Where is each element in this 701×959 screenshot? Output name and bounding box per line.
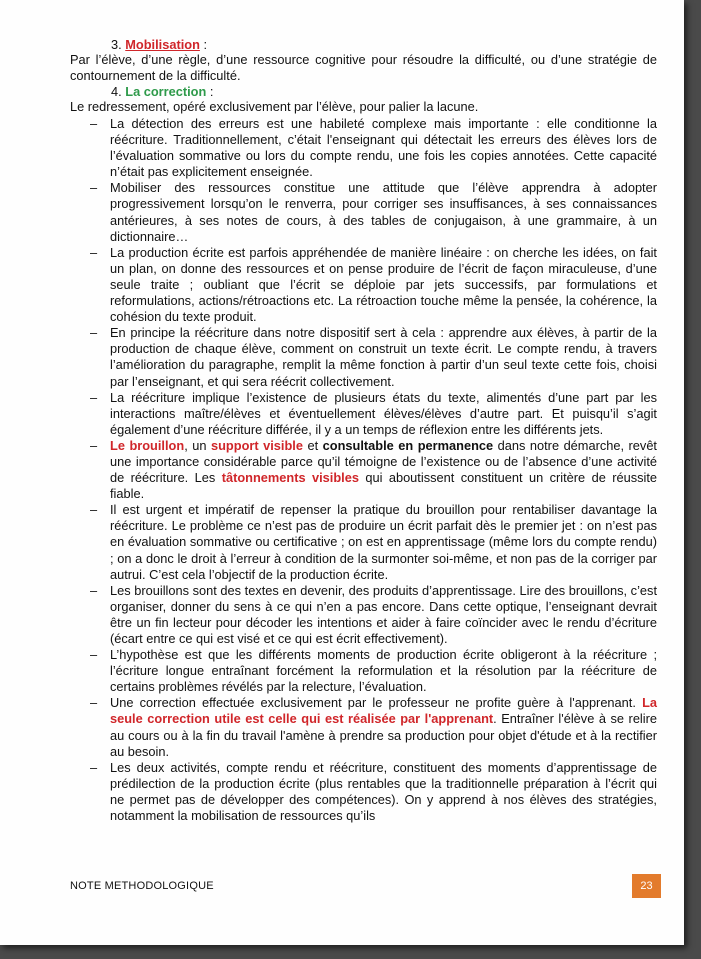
list-item bbox=[70, 325, 657, 389]
dash-marker: – bbox=[90, 647, 98, 663]
section-4-text: Le redressement, opéré exclusivement par l’élève, pour palier la lacune. bbox=[70, 99, 479, 114]
bullet-text: Mobiliser des ressources constitue une attitude que l’élève apprendra à adopter progressivement lorsqu’on le renverra, pour corriger ses insuffisances, à ses connaissances antérieures, à ses notes de cours, à des tables de conjugaison, à une grammaire, à un dictionnaire… bbox=[110, 180, 657, 244]
list-item bbox=[70, 647, 657, 695]
bullet-text: Il est urgent et impératif de repenser la pratique du brouillon pour rentabiliser davantage la réécriture. Le problème ce n’est pas de produire un écrit parfait dès le premier jet : on n’est pas en évaluation sommative ou certificative ; on est en apprentissage (même lors du compte rendu) ; on a donc le droit à l’erreur à condition de la surmonter soi-même, et non pas de la corriger par autrui. C’est cela l’objectif de la production écrite. bbox=[110, 502, 657, 582]
highlight-tatonnements: tâtonnements visibles bbox=[221, 470, 359, 486]
list-item bbox=[70, 390, 657, 438]
dash-marker: – bbox=[90, 325, 98, 341]
dash-marker: – bbox=[90, 389, 98, 405]
section-3-colon: : bbox=[199, 37, 208, 52]
bullet-text: La détection des erreurs est une habileté complexe mais importante : elle conditionne la réécriture. Traditionnellement, c’était l'enseignant qui détectait les erreurs des élèves lors de l’évaluation sommative ou lors du compte rendu, une fois les copies annotées. Cette capacité n’était pas explicitement enseignée. bbox=[110, 116, 657, 180]
section-4-colon: : bbox=[206, 84, 214, 99]
dash-marker: – bbox=[90, 582, 98, 598]
bullet-text: En principe la réécriture dans notre dispositif sert à cela : apprendre aux élèves, à partir de la production de chaque élève, comment on construit un texte écrit. Le compte rendu, à travers l’amélioration du paragraphe, remplit la même fonction à partir d’un seul texte cette fois, choisi par l’enseignant, et qui sera réécrit collectivement. bbox=[110, 325, 657, 389]
highlight-support-visible: support visible bbox=[211, 437, 303, 453]
bullet-text: L’hypothèse est que les différents moments de production écrite obligeront à la réécriture ; l’écriture longue entraînant forcément la reformulation et la résolution par la réécriture de certains problèmes révélés par la relecture, l’évaluation. bbox=[110, 647, 657, 695]
bullet-text: Les brouillons sont des textes en devenir, des produits d’apprentissage. Lire des brouillons, c’est organiser, donner du sens à ce qui n’en a pas encore. Dans cette optique, l’enseignant devrait être un fin lecteur pour décoder les intentions et aider à faire coïncider avec le rendu d’écriture (écart entre ce qui est visé et ce qui est écrit effectivement). bbox=[110, 582, 657, 646]
dash-marker: – bbox=[90, 437, 98, 453]
dash-marker: – bbox=[90, 116, 98, 131]
highlight-seule-correction: La seule correction utile est celle qui est réalisée par l'apprenant bbox=[110, 695, 657, 727]
bullet-text: Une correction effectuée exclusivement par le professeur ne profite guère à l'apprenant. bbox=[110, 695, 643, 711]
bullet-text: dans notre démarche, revêt une importance considérable parce qu’il témoigne de l’existence ou de l’absence d’une activité de réécriture. Les bbox=[110, 437, 657, 486]
dash-marker: – bbox=[90, 502, 98, 518]
list-item bbox=[70, 438, 657, 502]
section-3-text: Par l’élève, d’une règle, d’une ressource cognitive pour résoudre la difficulté, ou d’une stratégie de contournement de la difficulté. bbox=[70, 52, 657, 84]
dash-marker: – bbox=[90, 244, 98, 260]
bullet-text: qui aboutissent constituent un critère de réussite fiable. bbox=[110, 470, 658, 502]
list-item bbox=[70, 695, 657, 759]
emphasis-consultable: consultable en permanence bbox=[322, 437, 494, 453]
bullet-text: et bbox=[302, 437, 323, 453]
bullet-text: , un bbox=[184, 437, 211, 453]
bullet-text: La production écrite est parfois appréhendée de manière linéaire : on cherche les idées, on fait un plan, on donne des ressources et on pense produire de l’écrit de façon miraculeuse, d’une seule traite ; oubliant que l’écrit se déploie par jets successifs, par formulations et reformulations, actions/rétroactions etc. La rétroaction touche même la pensée, la cohérence, la cohésion du texte produit. bbox=[110, 244, 657, 325]
list-item bbox=[70, 760, 657, 824]
section-3-title: Mobilisation bbox=[125, 37, 200, 52]
section-4-title: La correction bbox=[125, 84, 207, 99]
list-item bbox=[70, 180, 657, 244]
footer-note: NOTE METHODOLOGIQUE bbox=[70, 880, 214, 892]
dash-marker: – bbox=[90, 759, 98, 775]
list-item bbox=[70, 245, 657, 325]
bullet-text: Les deux activités, compte rendu et réécriture, constituent des moments d’apprentissage de prédilection de la production écrite (plus rentables que la traditionnelle préparation à l’écrit qui ne permet pas de développer des compétences). On y apprend à nos élèves des stratégies, notamment la mobilisation de ressources qu’ils bbox=[110, 759, 657, 824]
bullet-list bbox=[70, 116, 657, 824]
section-3-number: 3. bbox=[111, 37, 122, 52]
bullet-text: . Entraîner l'élève à se relire au cours ou à la fin du travail l'amène à prendre sa production pour objet d'étude et à la rectifier au besoin. bbox=[110, 711, 657, 759]
dash-marker: – bbox=[90, 180, 98, 196]
list-item bbox=[70, 583, 657, 647]
page-number-badge: 23 bbox=[632, 874, 661, 898]
section-4-heading bbox=[111, 84, 213, 100]
bullet-text: La réécriture implique l’existence de plusieurs états du texte, alimentés d’une part par les interactions maître/élèves et éventuellement élèves/élèves d’autre part. Et puisqu’il s’agit également d’une réécriture différée, il y a un temps de réflexion entre les différents jets. bbox=[110, 389, 657, 437]
section-3-heading bbox=[111, 37, 207, 53]
dash-marker: – bbox=[90, 695, 98, 711]
list-item bbox=[70, 116, 657, 180]
highlight-brouillon: Le brouillon bbox=[110, 437, 185, 453]
section-4-number: 4. bbox=[111, 84, 122, 99]
list-item bbox=[70, 502, 657, 582]
